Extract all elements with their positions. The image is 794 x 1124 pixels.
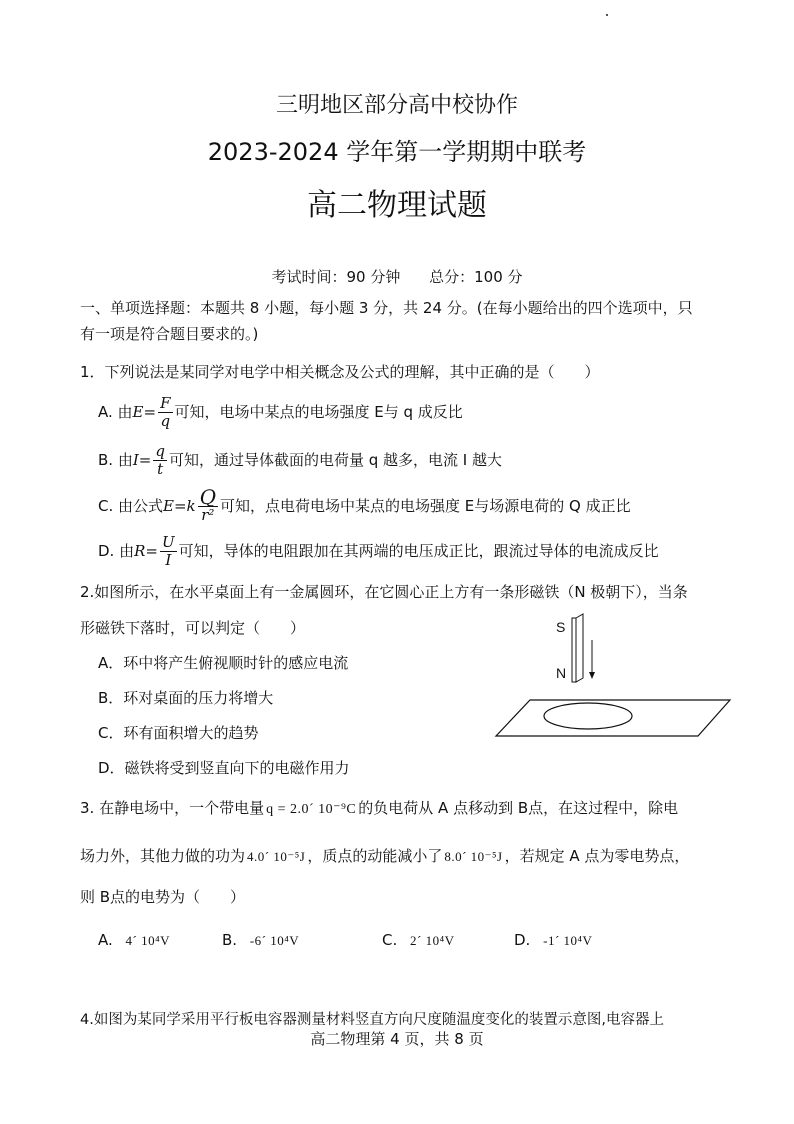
- q3-line1-text-b: 的负电荷从 A 点移动到 B点，在这过程中，除电: [358, 799, 679, 817]
- q3-line1: [80, 798, 678, 820]
- q3-c-label: C.: [382, 931, 398, 949]
- q1-c-num: Q: [199, 484, 217, 509]
- q3-a-label: A.: [98, 931, 113, 949]
- q1-d-num: U: [161, 532, 175, 551]
- magnet-ring-figure: [490, 610, 740, 750]
- q3-line3: 则 B点的电势为（ ）: [80, 888, 246, 906]
- q1-stem: 1．下列说法是某同学对电学中相关概念及公式的理解，其中正确的是（ ）: [80, 363, 600, 381]
- q3-b-value: -6´ 10⁴V: [249, 933, 300, 948]
- q2-option-b: B．环对桌面的压力将增大: [98, 689, 274, 707]
- fall-arrow: [589, 640, 595, 679]
- q1-b-num: q: [155, 441, 165, 460]
- q3-line2-text-c: ，若规定 A 点为零电势点，: [504, 847, 690, 865]
- q4-line1: 4.如图为某同学采用平行板电容器测量材料竖直方向尺度随温度变化的装置示意图,电容器上: [80, 1012, 664, 1028]
- school-line: 三明地区部分高中校协作: [275, 93, 518, 118]
- q3-option-d: [514, 930, 592, 951]
- q1-d-lhs: R=: [134, 542, 158, 560]
- q3-work-value: 4.0´ 10⁻⁵J: [247, 849, 306, 864]
- q3-option-a: [98, 930, 170, 951]
- q3-c-value: 2´ 10⁴V: [410, 933, 455, 948]
- q2-option-c: C．环有面积增大的趋势: [98, 724, 259, 742]
- q3-line1-text-a: 3. 在静电场中，一个带电量: [80, 799, 265, 817]
- page-title: 高二物理试题: [307, 188, 487, 223]
- q1-option-c: [98, 484, 631, 528]
- page-footer: 高二物理第 4 页，共 8 页: [310, 1030, 484, 1048]
- q2-option-d: D．磁铁将受到竖直向下的电磁作用力: [98, 759, 350, 777]
- q3-d-label: D.: [514, 931, 531, 949]
- q1-d-den: I: [165, 550, 172, 569]
- q1-a-num: F: [160, 393, 171, 412]
- q1-b-lhs: I=: [132, 451, 152, 469]
- q1-c-fraction: [198, 484, 218, 524]
- q1-option-a: [98, 392, 463, 432]
- q3-line2-text-b: ，质点的动能减小了: [307, 847, 443, 865]
- q1-a-fraction: [158, 395, 172, 430]
- q3-option-b: [222, 930, 299, 951]
- q1-c-prefix: C. 由公式: [98, 497, 164, 515]
- q1-a-rest: 可知，电场中某点的电场强度 E与 q 成反比: [174, 403, 463, 421]
- q1-b-prefix: B. 由: [98, 451, 133, 469]
- metal-ring: [544, 703, 632, 729]
- bar-magnet: [572, 614, 583, 682]
- exam-info: [0, 266, 794, 287]
- q1-b-fraction: [153, 443, 167, 478]
- q1-d-prefix: D. 由: [98, 542, 135, 560]
- q3-option-c: [382, 930, 455, 951]
- q3-b-label: B.: [222, 931, 238, 949]
- q2-stem-line1: 2.如图所示，在水平桌面上有一金属圆环，在它圆心正上方有一条形磁铁（N 极朝下），当条: [80, 583, 688, 601]
- q1-d-rest: 可知，导体的电阻跟加在其两端的电压成正比，跟流过导体的电流成反比: [178, 542, 659, 560]
- q1-b-den: t: [157, 459, 164, 478]
- q1-a-den: q: [160, 411, 171, 430]
- q1-c-lhs: E=k: [163, 497, 196, 515]
- q3-line2: [80, 846, 689, 867]
- q2-stem-line2: 形磁铁下落时，可以判定（ ）: [80, 619, 306, 637]
- q1-b-rest: 可知，通过导体截面的电荷量 q 越多，电流 I 越大: [168, 451, 502, 469]
- magnet-s-label: S: [556, 619, 566, 635]
- magnet-n-label: N: [556, 665, 567, 681]
- scan-dot: [606, 14, 608, 16]
- q1-c-den: r²: [201, 505, 215, 524]
- q3-a-value: 4´ 10⁴V: [125, 933, 171, 948]
- exam-total: 总分：100 分: [429, 268, 523, 286]
- q3-charge-formula: q = 2.0´ 10⁻⁹C: [266, 802, 357, 817]
- exam-time: 考试时间：90 分钟: [271, 268, 401, 286]
- section-heading-line1: 一、单项选择题：本题共 8 小题，每小题 3 分，共 24 分。(在每小题给出的四个选项中，只: [80, 299, 693, 317]
- q3-ek-value: 8.0´ 10⁻⁵J: [444, 849, 503, 864]
- q1-d-fraction: [160, 534, 177, 569]
- q1-option-b: [98, 440, 502, 480]
- exam-term-line: 2023-2024 学年第一学期期中联考: [207, 138, 587, 166]
- q3-d-value: -1´ 10⁴V: [543, 933, 593, 948]
- q2-option-a: A．环中将产生俯视顺时针的感应电流: [98, 654, 349, 672]
- q1-option-d: [98, 531, 659, 571]
- section-heading-line2: 有一项是符合题目要求的。): [80, 325, 259, 343]
- q1-c-rest: 可知，点电荷电场中某点的电场强度 E与场源电荷的 Q 成正比: [220, 497, 631, 515]
- q3-line2-text-a: 场力外，其他力做的功为: [80, 847, 246, 865]
- q1-a-prefix: A. 由: [98, 403, 133, 421]
- q1-a-lhs: E=: [132, 403, 157, 421]
